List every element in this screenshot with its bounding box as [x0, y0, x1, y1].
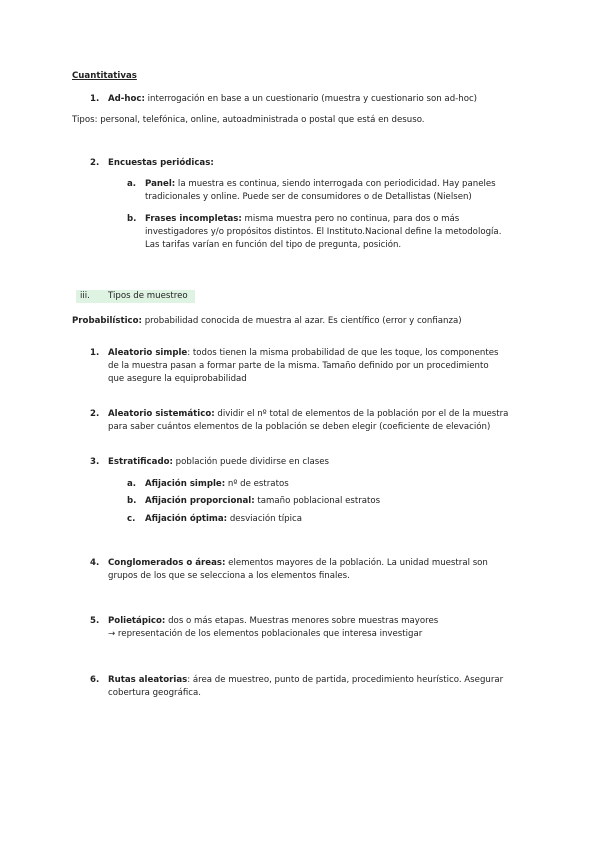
list-item-line: que asegure la equiprobabilidad — [108, 374, 247, 384]
item-label: Afijación simple: — [145, 479, 226, 489]
sub-item-panel — [145, 178, 496, 191]
sub-item-frases — [145, 213, 459, 226]
list-item-aleatorio-simple — [108, 347, 499, 360]
sub-item-line: tradicionales y online. Puede ser de consumidores o de Detallistas (Nielsen) — [145, 192, 472, 202]
list-item-estratificado — [108, 456, 329, 469]
list-item-line: grupos de los que se selecciona a los elementos finales. — [108, 571, 350, 581]
sub-item-line: investigadores y/o propósitos distintos. El Instituto.Nacional define la metodología. — [145, 227, 502, 237]
list-number: 2. — [90, 409, 100, 419]
item-text: elementos mayores de la población. La unidad muestral son — [225, 558, 488, 568]
list-number: 1. — [90, 94, 100, 104]
list-item-aleatorio-sistematico — [108, 408, 508, 421]
item-text: : todos tienen la misma probabilidad de que les toque, los componentes — [187, 348, 499, 358]
list-item-rutas-aleatorias — [108, 674, 503, 687]
list-number: 6. — [90, 675, 100, 685]
list-item-line: cobertura geográfica. — [108, 688, 201, 698]
item-text: nº de estratos — [225, 479, 289, 489]
list-item-polietapico — [108, 615, 438, 628]
item-text: tamaño poblacional estratos — [254, 496, 381, 506]
item-label: Ad-hoc: — [108, 94, 145, 104]
item-text: dividir el nº total de elementos de la población por el de la muestra — [214, 409, 509, 419]
section-title: Tipos de muestreo — [108, 291, 188, 301]
list-number: 2. — [90, 158, 100, 168]
list-item-encuestas: Encuestas periódicas: — [108, 158, 214, 168]
list-item-adhoc — [108, 93, 477, 106]
page-heading: Cuantitativas — [72, 71, 137, 81]
item-label: Polietápico: — [108, 616, 166, 626]
list-item-conglomerados — [108, 557, 488, 570]
list-item-line: → representación de los elementos poblacionales que interesa investigar — [108, 629, 423, 639]
list-number: 3. — [90, 457, 100, 467]
item-label: Probabilístico: — [72, 316, 142, 326]
sub-letter: b. — [127, 214, 137, 224]
sub-letter: b. — [127, 496, 137, 506]
item-text: población puede dividirse en clases — [172, 457, 329, 467]
sub-item-line: Las tarifas varían en función del tipo de pregunta, posición. — [145, 240, 402, 250]
sub-item-afijacion-optima — [145, 513, 302, 526]
item-text: la muestra es continua, siendo interrogada con periodicidad. Hay paneles — [175, 179, 496, 189]
sub-letter: a. — [127, 479, 137, 489]
item-label: Frases incompletas: — [145, 214, 242, 224]
item-label: Aleatorio simple — [108, 348, 188, 358]
list-number: 5. — [90, 616, 100, 626]
list-item-line: para saber cuántos elementos de la población se deben elegir (coeficiente de elevación) — [108, 422, 491, 432]
item-label: Afijación proporcional: — [145, 496, 255, 506]
item-label: Afijación óptima: — [145, 514, 228, 524]
section-roman: iii. — [80, 291, 90, 301]
item-text: : área de muestreo, punto de partida, procedimiento heurístico. Asegurar — [187, 675, 504, 685]
item-text: probabilidad conocida de muestra al azar. Es científico (error y confianza) — [141, 316, 462, 326]
item-label: Rutas aleatorias — [108, 675, 188, 685]
item-text: desviación típica — [227, 514, 302, 524]
item-text: misma muestra pero no continua, para dos o más — [241, 214, 460, 224]
item-label: Aleatorio sistemático: — [108, 409, 215, 419]
item-label: Estratificado: — [108, 457, 173, 467]
paragraph-tipos: Tipos: personal, telefónica, online, autoadministrada o postal que está en desuso. — [72, 115, 425, 125]
item-text: interrogación en base a un cuestionario (muestra y cuestionario son ad-hoc) — [144, 94, 478, 104]
sub-item-afijacion-simple — [145, 478, 289, 491]
sub-letter: c. — [127, 514, 136, 524]
item-label: Panel: — [145, 179, 176, 189]
sub-letter: a. — [127, 179, 137, 189]
sub-item-afijacion-proporcional — [145, 495, 380, 508]
paragraph-probabilistico — [72, 315, 462, 328]
list-number: 1. — [90, 348, 100, 358]
item-text: dos o más etapas. Muestras menores sobre muestras mayores — [165, 616, 439, 626]
list-item-line: de la muestra pasan a formar parte de la misma. Tamaño definido por un procedimiento — [108, 361, 489, 371]
list-number: 4. — [90, 558, 100, 568]
item-label: Conglomerados o áreas: — [108, 558, 226, 568]
